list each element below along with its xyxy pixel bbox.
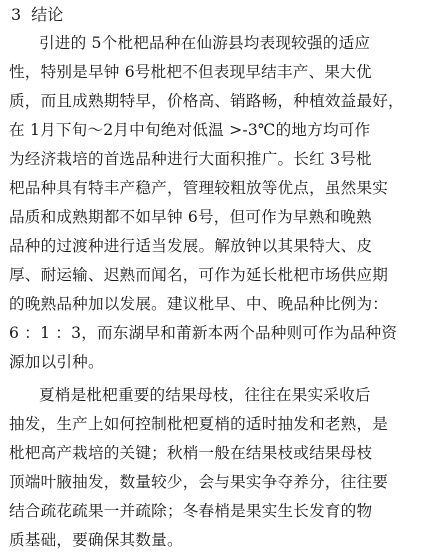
text-line: 抽发，生产上如何控制枇杷夏梢的适时抽发和老熟，是 <box>9 415 389 433</box>
section-title: 结论 <box>31 5 64 24</box>
text-line: 质，而且成熟期特早，价格高、销路畅，种植效益最好， <box>9 92 404 110</box>
text-line: 在 1月下旬～2月中旬绝对低温 >-3℃的地方均可作 <box>9 121 371 139</box>
text-line: 6 ：1 ：3，而东湖早和莆新本两个品种则可作为品种资 <box>9 324 398 342</box>
text-line: 结合疏花疏果一并疏除；冬春梢是果实生长发育的物 <box>9 502 373 520</box>
text-line: 质基础，要确保其数量。 <box>9 531 183 549</box>
text-line: 为经济栽培的首选品种进行大面积推广。长红 3号枇 <box>9 150 372 168</box>
text-line: 顶端叶腋抽发，数量较少，会与果实争夺养分，往往要 <box>9 473 389 491</box>
text-line: 枇杷高产栽培的关键；秋梢一般在结果枝或结果母枝 <box>9 444 373 462</box>
text-line: 的晚熟品种加以发展。建议枇早、中、晚品种比例为： <box>9 295 389 313</box>
paragraph-summer-shoots <box>9 381 426 555</box>
paragraph-conclusion <box>9 29 426 377</box>
text-line: 源加以引种。 <box>9 353 104 371</box>
section-heading <box>11 1 426 29</box>
text-line: 夏梢是枇杷重要的结果母枝，往往在果实采收后 <box>39 386 371 404</box>
text-line: 杷品种具有特丰产稳产，管理较粗放等优点，虽然果实 <box>9 179 389 197</box>
text-line: 品质和成熟期都不如早钟 6号，但可作为早熟和晚熟 <box>9 208 372 226</box>
text-line: 性，特别是早钟 6号枇杷不但表现早结丰产、果大优 <box>9 63 372 81</box>
section-number: 3 <box>11 5 22 24</box>
text-line: 厚、耐运输、迟熟而闻名，可作为延长枇杷市场供应期 <box>9 266 389 284</box>
text-line: 引进的 5个枇杷品种在仙游县均表现较强的适应 <box>39 34 371 52</box>
text-line: 品种的过渡种进行适当发展。解放钟以其果特大、皮 <box>9 237 373 255</box>
